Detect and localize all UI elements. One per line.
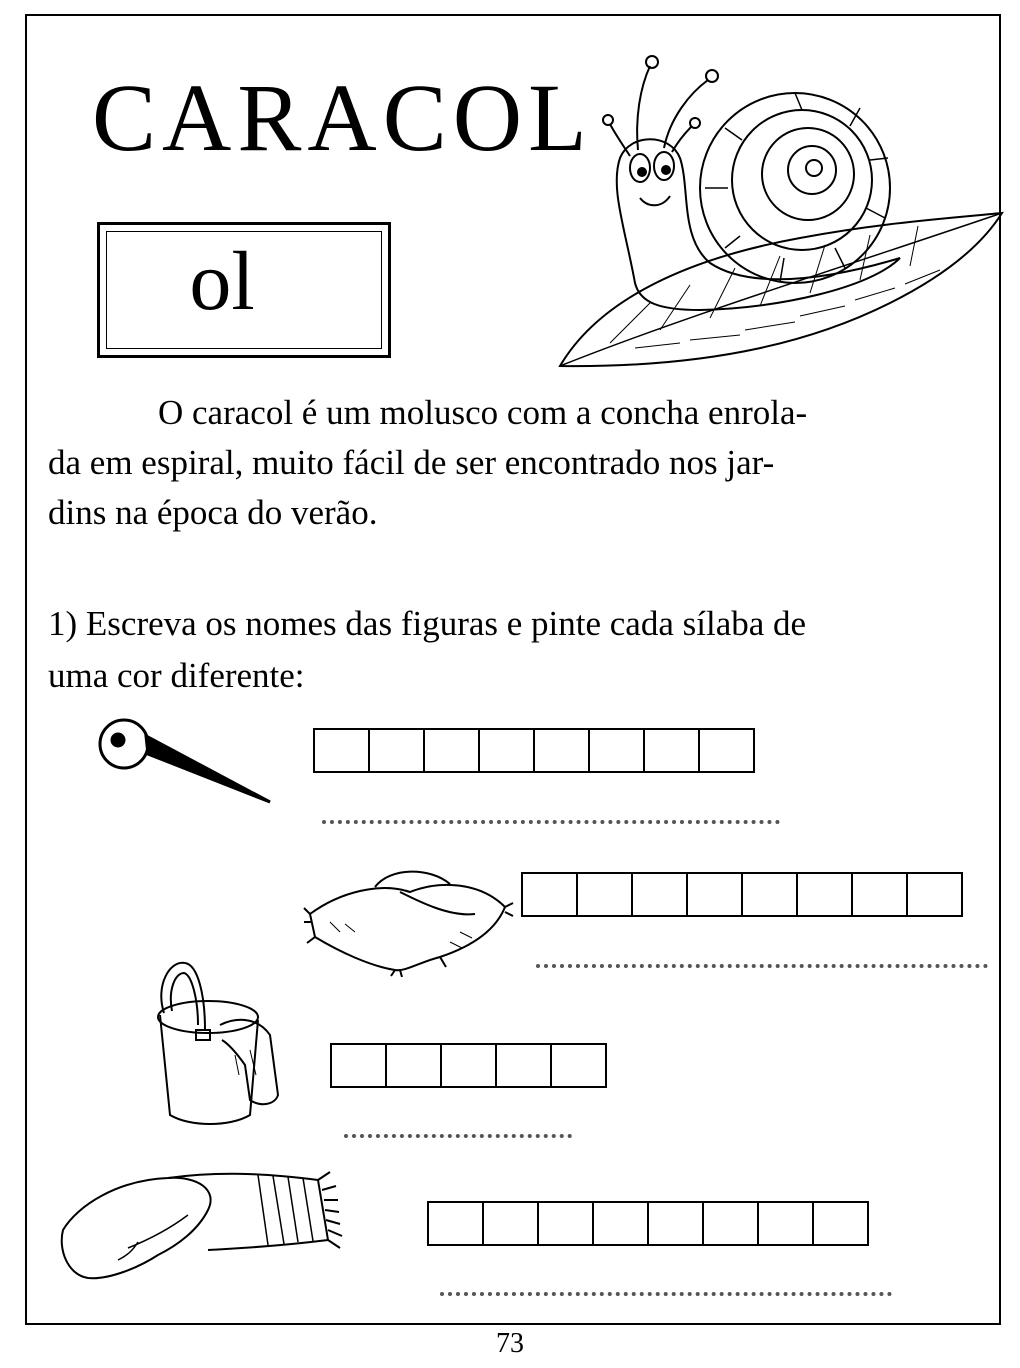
intro-paragraph: [48, 388, 968, 538]
letter-box[interactable]: [906, 872, 963, 917]
letter-box[interactable]: [550, 1043, 607, 1088]
letter-box[interactable]: [757, 1201, 814, 1246]
letter-box[interactable]: [423, 728, 480, 773]
letter-box[interactable]: [631, 872, 688, 917]
letter-box[interactable]: [796, 872, 853, 917]
letter-box[interactable]: [643, 728, 700, 773]
letter-box[interactable]: [478, 728, 535, 773]
paragraph-line: dins na época do verão.: [48, 493, 378, 532]
letter-box[interactable]: [576, 872, 633, 917]
letter-box[interactable]: [330, 1043, 387, 1088]
letter-box[interactable]: [851, 872, 908, 917]
writing-line: [344, 1134, 572, 1138]
letter-box[interactable]: [592, 1201, 649, 1246]
snail-icon: [540, 48, 1005, 378]
letter-box[interactable]: [533, 728, 590, 773]
letter-box[interactable]: [647, 1201, 704, 1246]
writing-line: [440, 1292, 892, 1296]
letter-boxes-pillow: [521, 872, 963, 917]
page-number: 73: [496, 1328, 524, 1359]
question-line: 1) Escreva os nomes das figuras e pinte cada sílaba de: [48, 604, 807, 643]
letter-boxes-scarf: [427, 1201, 869, 1246]
letter-box[interactable]: [812, 1201, 869, 1246]
letter-box[interactable]: [495, 1043, 552, 1088]
writing-line: [536, 964, 988, 968]
letter-box[interactable]: [313, 728, 370, 773]
exercise-question: [48, 598, 988, 702]
question-line: uma cor diferente:: [48, 656, 305, 695]
letter-box[interactable]: [698, 728, 755, 773]
letter-boxes-bucket: [330, 1043, 607, 1088]
syllable-text: ol: [189, 235, 255, 328]
letter-box[interactable]: [368, 728, 425, 773]
syllable-box: [97, 222, 391, 358]
paragraph-line: O caracol é um molusco com a concha enrola-: [158, 393, 808, 432]
letter-box[interactable]: [482, 1201, 539, 1246]
letter-box[interactable]: [588, 728, 645, 773]
letter-box[interactable]: [537, 1201, 594, 1246]
page-title: CARACOL: [92, 64, 593, 171]
letter-box[interactable]: [741, 872, 798, 917]
writing-line: [322, 820, 780, 824]
syllable-box-inner: [106, 231, 382, 349]
scarf-icon: [58, 1160, 378, 1290]
paragraph-line: da em espiral, muito fácil de ser encontrado nos jar-: [48, 443, 775, 482]
letter-box[interactable]: [686, 872, 743, 917]
letter-box[interactable]: [385, 1043, 442, 1088]
letter-boxes-pin: [313, 728, 755, 773]
bucket-icon: [150, 955, 300, 1135]
pin-icon: [90, 710, 280, 810]
letter-box[interactable]: [427, 1201, 484, 1246]
pillow-icon: [300, 862, 515, 977]
letter-box[interactable]: [702, 1201, 759, 1246]
letter-box[interactable]: [440, 1043, 497, 1088]
letter-box[interactable]: [521, 872, 578, 917]
